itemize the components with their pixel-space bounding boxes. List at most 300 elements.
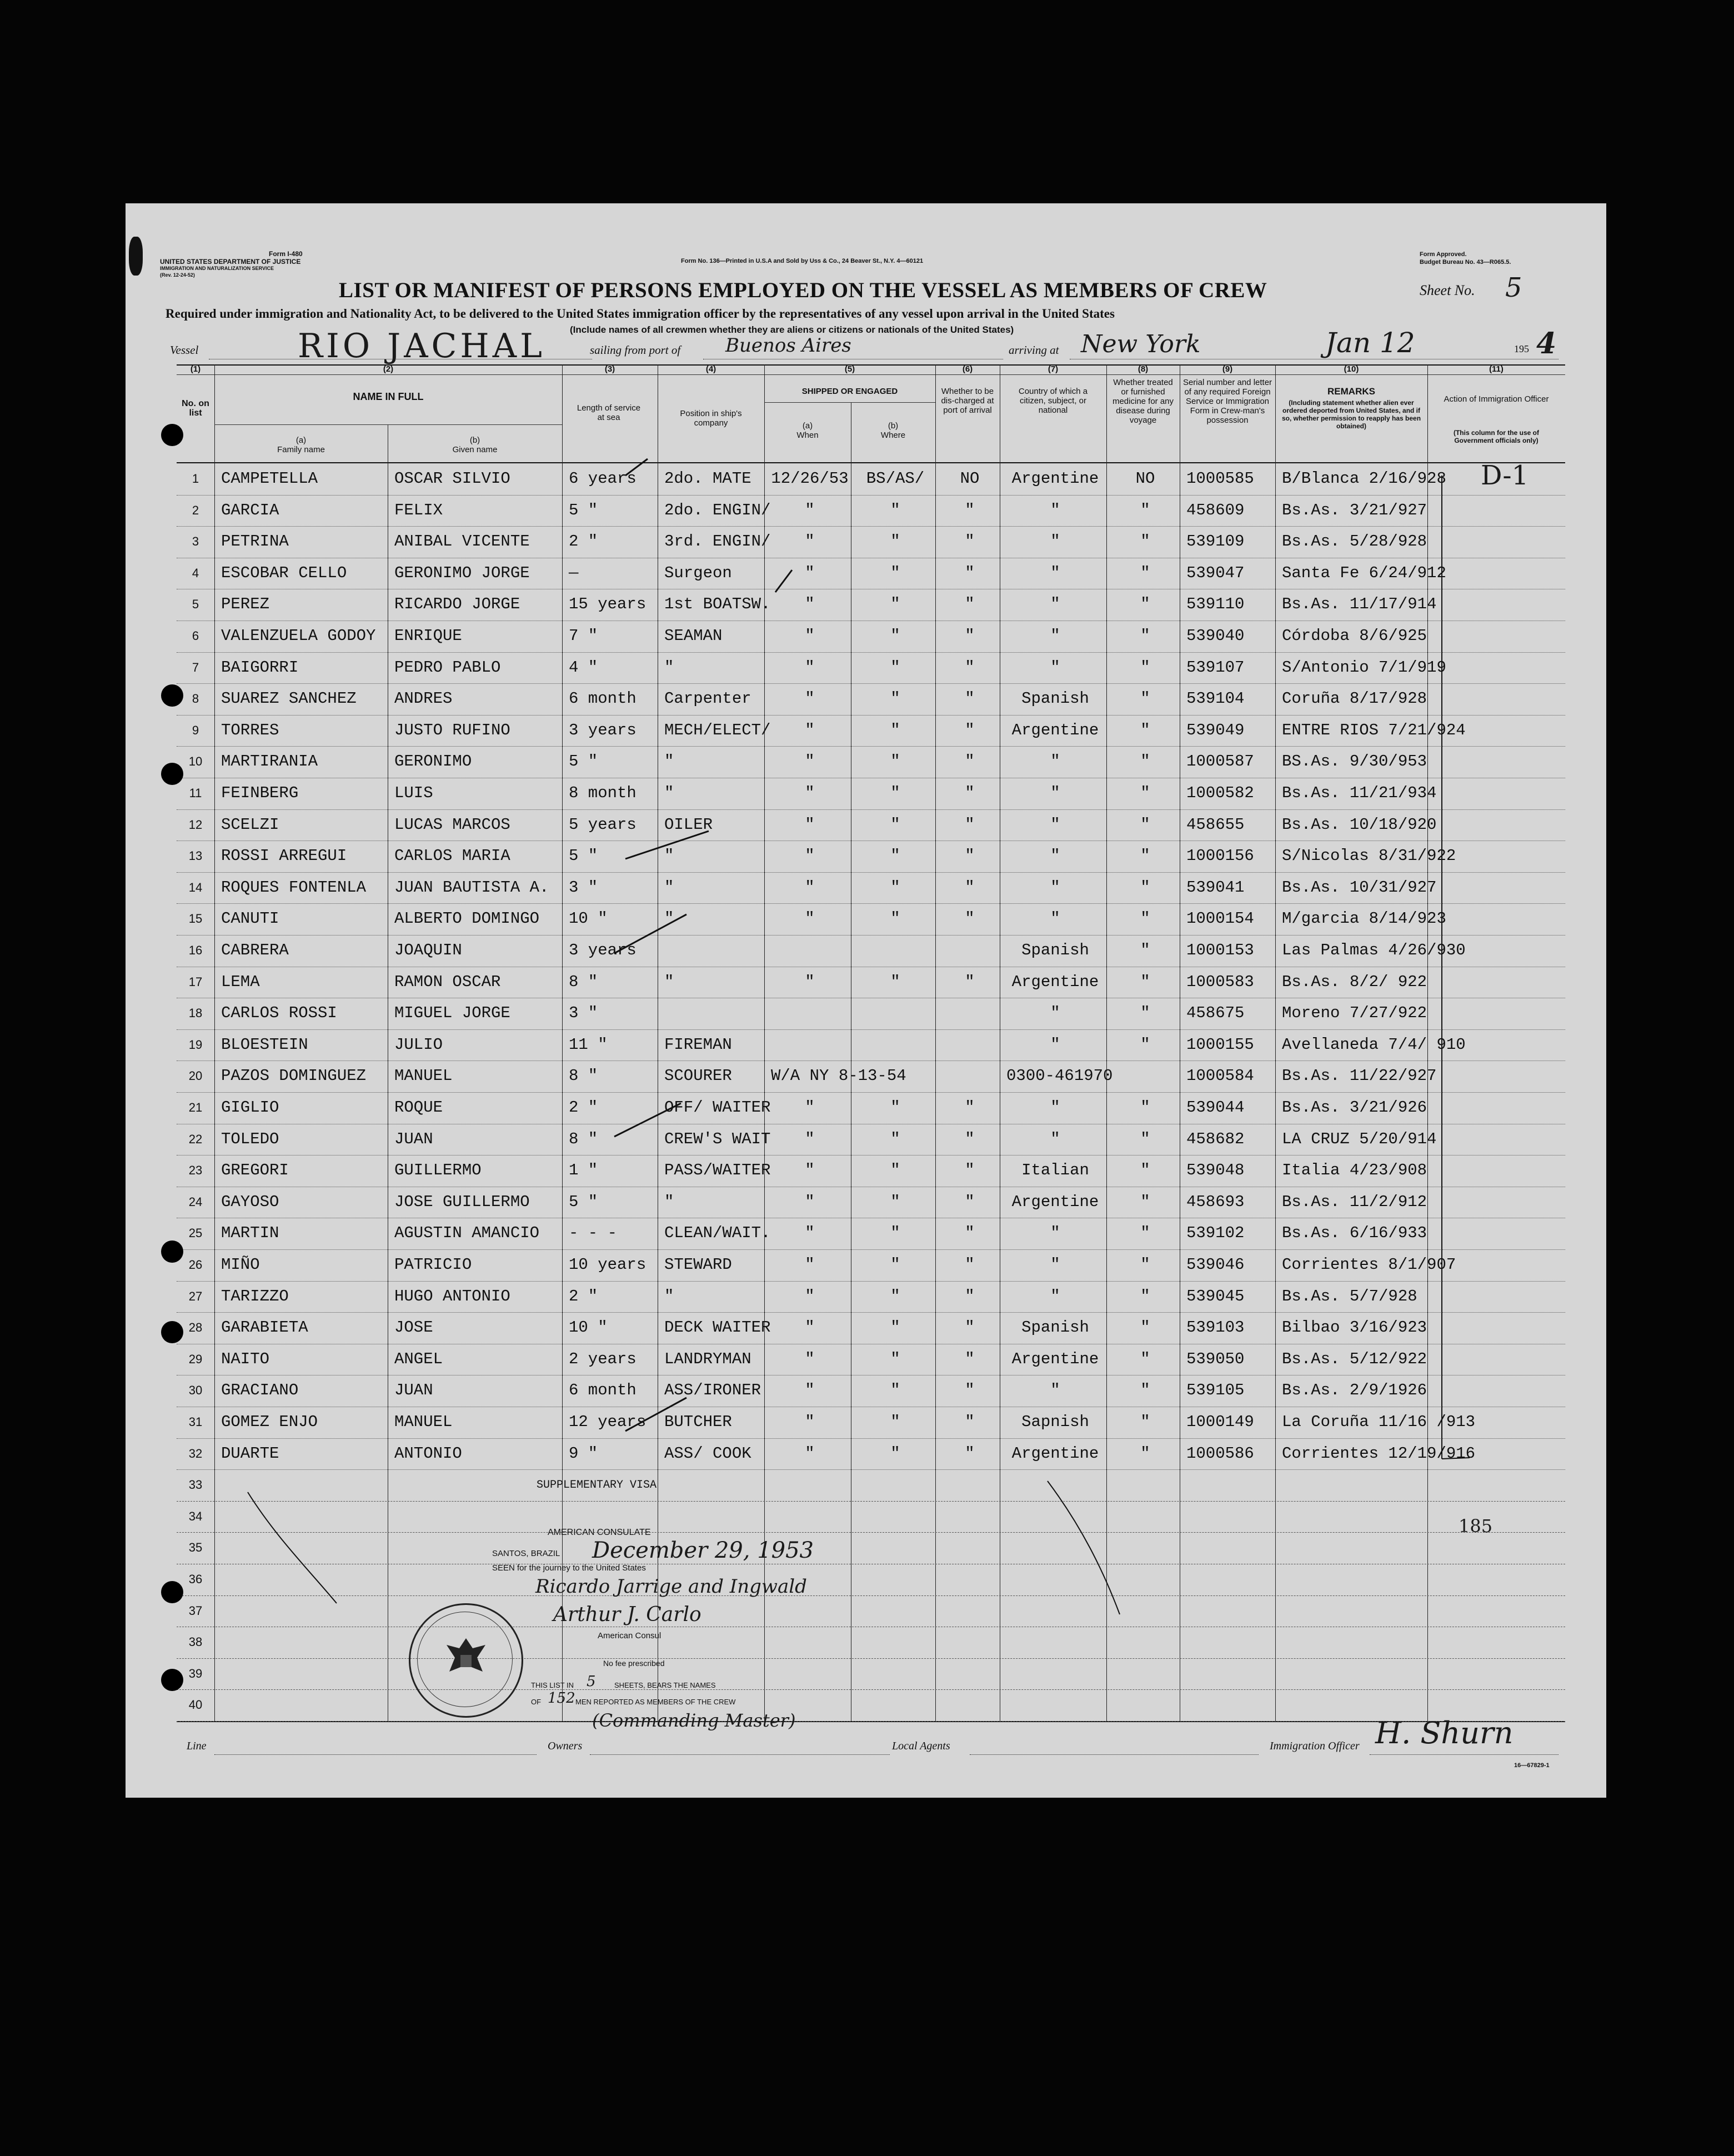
cell-given: HUGO ANTONIO [394,1287,510,1305]
cell-medicine: " [1140,1255,1150,1274]
cell-family: SCELZI [221,815,279,834]
cell-serial: 539044 [1186,1098,1245,1117]
cell-serial: 1000585 [1186,469,1254,488]
cell-where: " [890,563,900,582]
cell-service: 6 month [569,1381,637,1400]
footer-form-number: 16—67829-1 [1514,1762,1550,1769]
col-5-num: (5) [844,364,855,374]
cell-given: ANIBAL VICENTE [394,532,530,551]
strike-mark-3 [614,914,686,953]
cell-when: " [805,627,815,645]
cell-family: MARTIN [221,1224,279,1243]
cell-country: Spanish [1021,941,1089,959]
footer-line-label: Line [187,1740,207,1752]
cell-medicine: " [1140,941,1150,959]
cell-when: " [805,658,815,677]
row-number: 21 [188,1100,203,1114]
footer-agents-underline [970,1754,1259,1755]
cell-position: OFF/ WAITER [664,1098,771,1117]
cell-when: " [805,847,815,866]
cell-serial: 539050 [1186,1349,1245,1368]
cell-discharged: " [965,784,975,802]
pen-stroke-1 [248,1492,337,1603]
row-number: 35 [188,1540,203,1555]
cell-medicine: " [1140,627,1150,645]
cell-remarks: La Coruña 11/16 /913 [1282,1413,1476,1431]
cell-country: Argentine [1011,1192,1099,1211]
cell-discharged: " [965,627,975,645]
cell-remarks: S/Antonio 7/1/919 [1282,658,1446,677]
cell-medicine: " [1140,1129,1150,1148]
cell-medicine: " [1140,1004,1150,1023]
row-number: 14 [188,880,203,894]
form-subtitle: Required under immigration and Nationality Act, to be delivered to the United States immigration officer by the representatives of any vessel upon arrival in the United States [166,307,1115,321]
row-number: 4 [192,566,199,580]
cell-given: ANTONIO [394,1444,462,1463]
strike-mark-5 [625,1398,686,1431]
row-number: 12 [188,817,203,832]
form-title: LIST OR MANIFEST OF PERSONS EMPLOYED ON THE VESSEL AS MEMBERS OF CREW [339,278,1267,302]
cell-country: " [1050,847,1060,866]
punch-hole [161,1581,183,1603]
footer-officer-label: Immigration Officer [1270,1740,1360,1752]
visa-date: December 29, 1953 [592,1538,814,1563]
cell-serial: 1000149 [1186,1413,1254,1431]
col-remarks-note: (Including statement whether alien ever ordered deported from United States, and if so, whether permission to reapply has been obtained) [1281,399,1421,430]
footer-owners-label: Owners [548,1740,583,1752]
cell-service: 3 " [569,878,598,897]
cell-family: TARIZZO [221,1287,289,1305]
men-reported-text: MEN REPORTED AS MEMBERS OF THE CREW [575,1698,736,1706]
cell-medicine: " [1140,689,1150,708]
cell-position: 1st BOATSW. [664,595,771,614]
cell-medicine: " [1140,1287,1150,1305]
cell-medicine: " [1140,658,1150,677]
cell-position: ASS/IRONER [664,1381,761,1400]
row-number: 19 [188,1037,203,1052]
cell-where: BS/AS/ [866,469,925,488]
strike-mark-4 [614,1103,681,1137]
cell-service: 2 " [569,532,598,551]
cell-service: 8 month [569,784,637,802]
seen-for-journey: SEEN for the journey to the United States [492,1563,646,1573]
cell-given: ANDRES [394,689,453,708]
cell-given: MANUEL [394,1413,453,1431]
cell-service: 15 years [569,595,647,614]
punch-hole [161,1321,183,1343]
cell-when: " [805,1161,815,1180]
cell-position: 3rd. ENGIN/ [664,532,771,551]
cell-remarks: Bs.As. 2/9/1926 [1282,1381,1427,1400]
cell-family: BLOESTEIN [221,1035,308,1054]
cell-medicine: " [1140,595,1150,614]
cell-family: NAITO [221,1349,270,1368]
cell-given: JOSE [394,1318,433,1337]
cell-given: CARLOS MARIA [394,847,510,866]
of-label: OF [531,1698,542,1706]
cell-family: ROSSI ARREGUI [221,847,347,866]
cell-medicine: " [1140,721,1150,739]
row-number: 37 [188,1603,203,1618]
cell-family: PEREZ [221,595,270,614]
cell-discharged: " [965,972,975,991]
cell-remarks: Bs.As. 5/28/928 [1282,532,1427,551]
cell-when: " [805,878,815,897]
cell-given: JUSTO RUFINO [394,721,510,739]
cell-where: " [890,532,900,551]
col-1-num: (1) [190,364,201,374]
cell-country: " [1050,1224,1060,1243]
cell-position: " [664,784,674,802]
cell-where: " [890,752,900,771]
cell-country: Argentine [1011,972,1099,991]
strike-mark-6 [775,570,792,592]
action-185: 185 [1459,1515,1493,1537]
cell-position: 2do. ENGIN/ [664,501,771,519]
col-given-header: (b) Given name [452,436,498,454]
cell-serial: 458655 [1186,815,1245,834]
cell-given: LUCAS MARCOS [394,815,510,834]
no-fee: No fee prescribed [603,1659,665,1668]
cell-remarks: Bilbao 3/16/923 [1282,1318,1427,1337]
col-9-num: (9) [1222,364,1233,374]
cell-medicine: " [1140,563,1150,582]
cell-where: " [890,909,900,928]
cell-remarks: ENTRE RIOS 7/21/924 [1282,721,1466,739]
cell-where: " [890,1224,900,1243]
cell-remarks: Bs.As. 11/21/934 [1282,784,1437,802]
cell-family: VALENZUELA GODOY [221,627,376,645]
cell-service: 1 " [569,1161,598,1180]
cell-given: MIGUEL JORGE [394,1004,510,1023]
cell-family: CABRERA [221,941,289,959]
cell-country: " [1050,1129,1060,1148]
cell-family: ESCOBAR CELLO [221,563,347,582]
cell-given: JUAN [394,1129,433,1148]
cell-where: " [890,878,900,897]
cell-service: 10 " [569,909,608,928]
cell-when: " [805,563,815,582]
cell-medicine: " [1140,1444,1150,1463]
list-in-label: THIS LIST IN [531,1681,574,1689]
cell-where: " [890,1444,900,1463]
row-number: 25 [188,1226,203,1240]
cell-country: Italian [1021,1161,1089,1180]
row-number: 26 [188,1258,203,1272]
sailing-label: sailing from port of [590,343,681,357]
cell-family: GREGORI [221,1161,289,1180]
arriving-port: New York [1081,330,1201,358]
cell-remarks: Corrientes 12/19/916 [1282,1444,1476,1463]
cell-service: 10 " [569,1318,608,1337]
cell-family: CARLOS ROSSI [221,1004,337,1023]
cell-given: GERONIMO JORGE [394,563,530,582]
cell-remarks: Coruña 8/17/928 [1282,689,1427,708]
cell-serial: 539105 [1186,1381,1245,1400]
cell-service: 3 " [569,1004,598,1023]
cell-medicine: " [1140,784,1150,802]
cell-given: ALBERTO DOMINGO [394,909,540,928]
form-id: Form I-480 [269,250,303,258]
cell-serial: 539046 [1186,1255,1245,1274]
cell-medicine: " [1140,1349,1150,1368]
row-number: 29 [188,1352,203,1366]
cell-given: ROQUE [394,1098,443,1117]
col-4-num: (4) [705,364,716,374]
cell-serial: 1000153 [1186,941,1254,959]
cell-country: " [1050,1098,1060,1117]
cell-remarks: M/garcia 8/14/923 [1282,909,1446,928]
cell-country: Argentine [1011,721,1099,739]
cell-serial: 539048 [1186,1161,1245,1180]
cell-discharged: " [965,878,975,897]
cell-country: " [1050,1035,1060,1054]
cell-where: " [890,1255,900,1274]
row-number: 7 [192,660,199,674]
cell-where: " [890,627,900,645]
cell-remarks: Bs.As. 11/22/927 [1282,1067,1437,1085]
sailing-port: Buenos Aires [725,334,851,357]
cell-position: PASS/WAITER [664,1161,771,1180]
punch-hole [161,684,183,707]
cell-discharged: " [965,1413,975,1431]
row-number: 36 [188,1572,203,1586]
col-10-num: (10) [1344,364,1359,374]
printer-line: Form No. 136—Printed in U.S.A and Sold by Uss & Co., 24 Beaver St., N.Y. 4—60121 [681,258,924,264]
cell-family: MARTIRANIA [221,752,318,771]
cell-country: Sapnish [1021,1413,1089,1431]
cell-where: " [890,595,900,614]
cell-discharged: " [965,1349,975,1368]
cell-discharged: " [965,721,975,739]
dept-name: UNITED STATES DEPARTMENT OF JUSTICE [160,258,301,266]
ink-annotations [126,203,1606,1798]
cell-position: FIREMAN [664,1035,732,1054]
cell-family: MIÑO [221,1255,260,1274]
cell-medicine: " [1140,532,1150,551]
cell-serial: 1000584 [1186,1067,1254,1085]
form-approved: Form Approved. [1420,251,1467,258]
cell-given: LUIS [394,784,433,802]
cell-given: ENRIQUE [394,627,462,645]
cell-service: 6 month [569,689,637,708]
cell-remarks: Italia 4/23/908 [1282,1161,1427,1180]
cell-where: " [890,1413,900,1431]
cell-when: " [805,1129,815,1148]
row-number: 34 [188,1509,203,1523]
cell-service: 2 " [569,1098,598,1117]
men-count: 152 [548,1690,575,1707]
cell-given: OSCAR SILVIO [394,469,510,488]
cell-remarks: Bs.As. 5/12/922 [1282,1349,1427,1368]
footer-agents-label: Local Agents [892,1740,950,1752]
row-number: 27 [188,1289,203,1303]
row-number: 6 [192,629,199,643]
cell-family: PETRINA [221,532,289,551]
col-2-num: (2) [383,364,394,374]
strike-mark-1 [625,459,648,476]
cell-medicine: " [1140,815,1150,834]
col-country-header: Country of which a citizen, subject, or national [1018,387,1088,415]
cell-medicine: " [1140,1161,1150,1180]
cell-remarks: Moreno 7/27/922 [1282,1004,1427,1023]
cell-where: " [890,1129,900,1148]
cell-family: GOMEZ ENJO [221,1413,318,1431]
cell-when: " [805,784,815,802]
cell-when: " [805,501,815,519]
cell-medicine: " [1140,1192,1150,1211]
year-digit: 4 [1536,327,1557,361]
row-number: 24 [188,1194,203,1209]
officer-signature: H. Shurn [1375,1715,1514,1750]
cell-country: Spanish [1021,689,1089,708]
cell-serial: 458682 [1186,1129,1245,1148]
cell-serial: 1000155 [1186,1035,1254,1054]
cell-where: " [890,972,900,991]
cell-when: " [805,1381,815,1400]
cell-position: " [664,972,674,991]
row-number: 8 [192,692,199,706]
form-revision: (Rev. 12-24-52) [160,272,195,278]
cell-remarks: BS.As. 9/30/953 [1282,752,1427,771]
cell-discharged: " [965,1129,975,1148]
cell-serial: 458609 [1186,501,1245,519]
cell-when: " [805,1349,815,1368]
cell-where: " [890,1161,900,1180]
cell-discharged: " [965,563,975,582]
cell-discharged: " [965,1161,975,1180]
row-number: 3 [192,534,199,549]
cell-family: GARABIETA [221,1318,308,1337]
cell-when: " [805,532,815,551]
cell-service: 3 years [569,941,637,959]
footer-line-underline [214,1754,537,1755]
col-serial-header: Serial number and letter of any required Foreign Service or Immigration Form in Crew-man's possession [1182,378,1272,425]
cell-remarks: Las Palmas 4/26/930 [1282,941,1466,959]
cell-discharged: " [965,1224,975,1243]
cell-position: Carpenter [664,689,751,708]
row-number: 40 [188,1698,203,1712]
cell-remarks: Corrientes 8/1/907 [1282,1255,1456,1274]
cell-remarks: LA CRUZ 5/20/914 [1282,1129,1437,1148]
cell-family: ROQUES FONTENLA [221,878,367,897]
cell-serial: 458675 [1186,1004,1245,1023]
row-number: 5 [192,597,199,612]
eagle-icon [444,1633,488,1683]
commanding-master-sig: (Commanding Master) [592,1710,796,1731]
cell-service: 5 " [569,501,598,519]
cell-family: GARCIA [221,501,279,519]
cell-service: 2 " [569,1287,598,1305]
cell-medicine: " [1140,909,1150,928]
row-number: 22 [188,1132,203,1146]
cell-family: GRACIANO [221,1381,299,1400]
cell-given: FELIX [394,501,443,519]
cell-country: " [1050,563,1060,582]
cell-service: 5 years [569,815,637,834]
american-consul: American Consul [598,1631,661,1640]
cell-where: " [890,658,900,677]
cell-country: " [1050,1381,1060,1400]
cell-serial: 539040 [1186,627,1245,645]
signature-line-1: Ricardo Jarrige and Ingwald [535,1575,807,1598]
cell-country: " [1050,815,1060,834]
cell-country: " [1050,752,1060,771]
cell-remarks: B/Blanca 2/16/928 [1282,469,1446,488]
cell-given: RAMON OSCAR [394,972,501,991]
cell-given: ANGEL [394,1349,443,1368]
strike-mark-2 [625,831,709,859]
cell-position: " [664,752,674,771]
cell-country: " [1050,501,1060,519]
cell-service: 8 " [569,972,598,991]
cell-service: 10 years [569,1255,647,1274]
cell-service: 12 years [569,1413,647,1431]
crew-note: (Include names of all crewmen whether they are aliens or citizens or nationals of the United States) [570,324,1014,335]
cell-given: JOSE GUILLERMO [394,1192,530,1211]
cell-serial: 539045 [1186,1287,1245,1305]
cell-when: " [805,1224,815,1243]
cell-country: " [1050,878,1060,897]
cell-service: 5 " [569,752,598,771]
col-7-num: (7) [1048,364,1059,374]
service-name: IMMIGRATION AND NATURALIZATION SERVICE [160,266,274,271]
row-number: 18 [188,1006,203,1021]
cell-country: " [1050,784,1060,802]
pen-stroke-2 [1048,1481,1120,1614]
row-number: 17 [188,974,203,989]
cell-serial: 539047 [1186,563,1245,582]
cell-where: " [890,815,900,834]
manifest-sheet [126,203,1606,1798]
consulate-seal [409,1603,523,1718]
cell-medicine: " [1140,1224,1150,1243]
cell-serial: 458693 [1186,1192,1245,1211]
punch-hole [161,424,183,446]
col-where-header: (b) Where [880,421,906,440]
cell-position: CREW'S WAIT [664,1129,771,1148]
supplementary-visa-stamp: SUPPLEMENTARY VISA [537,1479,657,1492]
cell-family: GIGLIO [221,1098,279,1117]
cell-remarks: Córdoba 8/6/925 [1282,627,1427,645]
cell-given: PEDRO PABLO [394,658,501,677]
cell-discharged: " [965,501,975,519]
cell-service: 5 " [569,847,598,866]
cell-service: 6 years [569,469,637,488]
cell-remarks: Bs.As. 11/2/912 [1282,1192,1427,1211]
cell-service: 8 " [569,1067,598,1085]
cell-where: " [890,1349,900,1368]
cell-given: GUILLERMO [394,1161,482,1180]
cell-when: " [805,1318,815,1337]
cell-family: CAMPETELLA [221,469,318,488]
row-number: 15 [188,912,203,926]
cell-discharged: " [965,532,975,551]
row-number: 2 [192,503,199,517]
sheets-text: SHEETS, BEARS THE NAMES [614,1681,716,1689]
row-number: 10 [188,754,203,769]
cell-country: Spanish [1021,1318,1089,1337]
cell-given: GERONIMO [394,752,472,771]
cell-discharged: " [965,689,975,708]
cell-country: " [1050,1004,1060,1023]
cell-serial: 1000156 [1186,847,1254,866]
cell-position: CLEAN/WAIT. [664,1224,771,1243]
cell-position: STEWARD [664,1255,732,1274]
cell-when: " [805,1287,815,1305]
cell-family: FEINBERG [221,784,299,802]
cell-when: " [805,752,815,771]
